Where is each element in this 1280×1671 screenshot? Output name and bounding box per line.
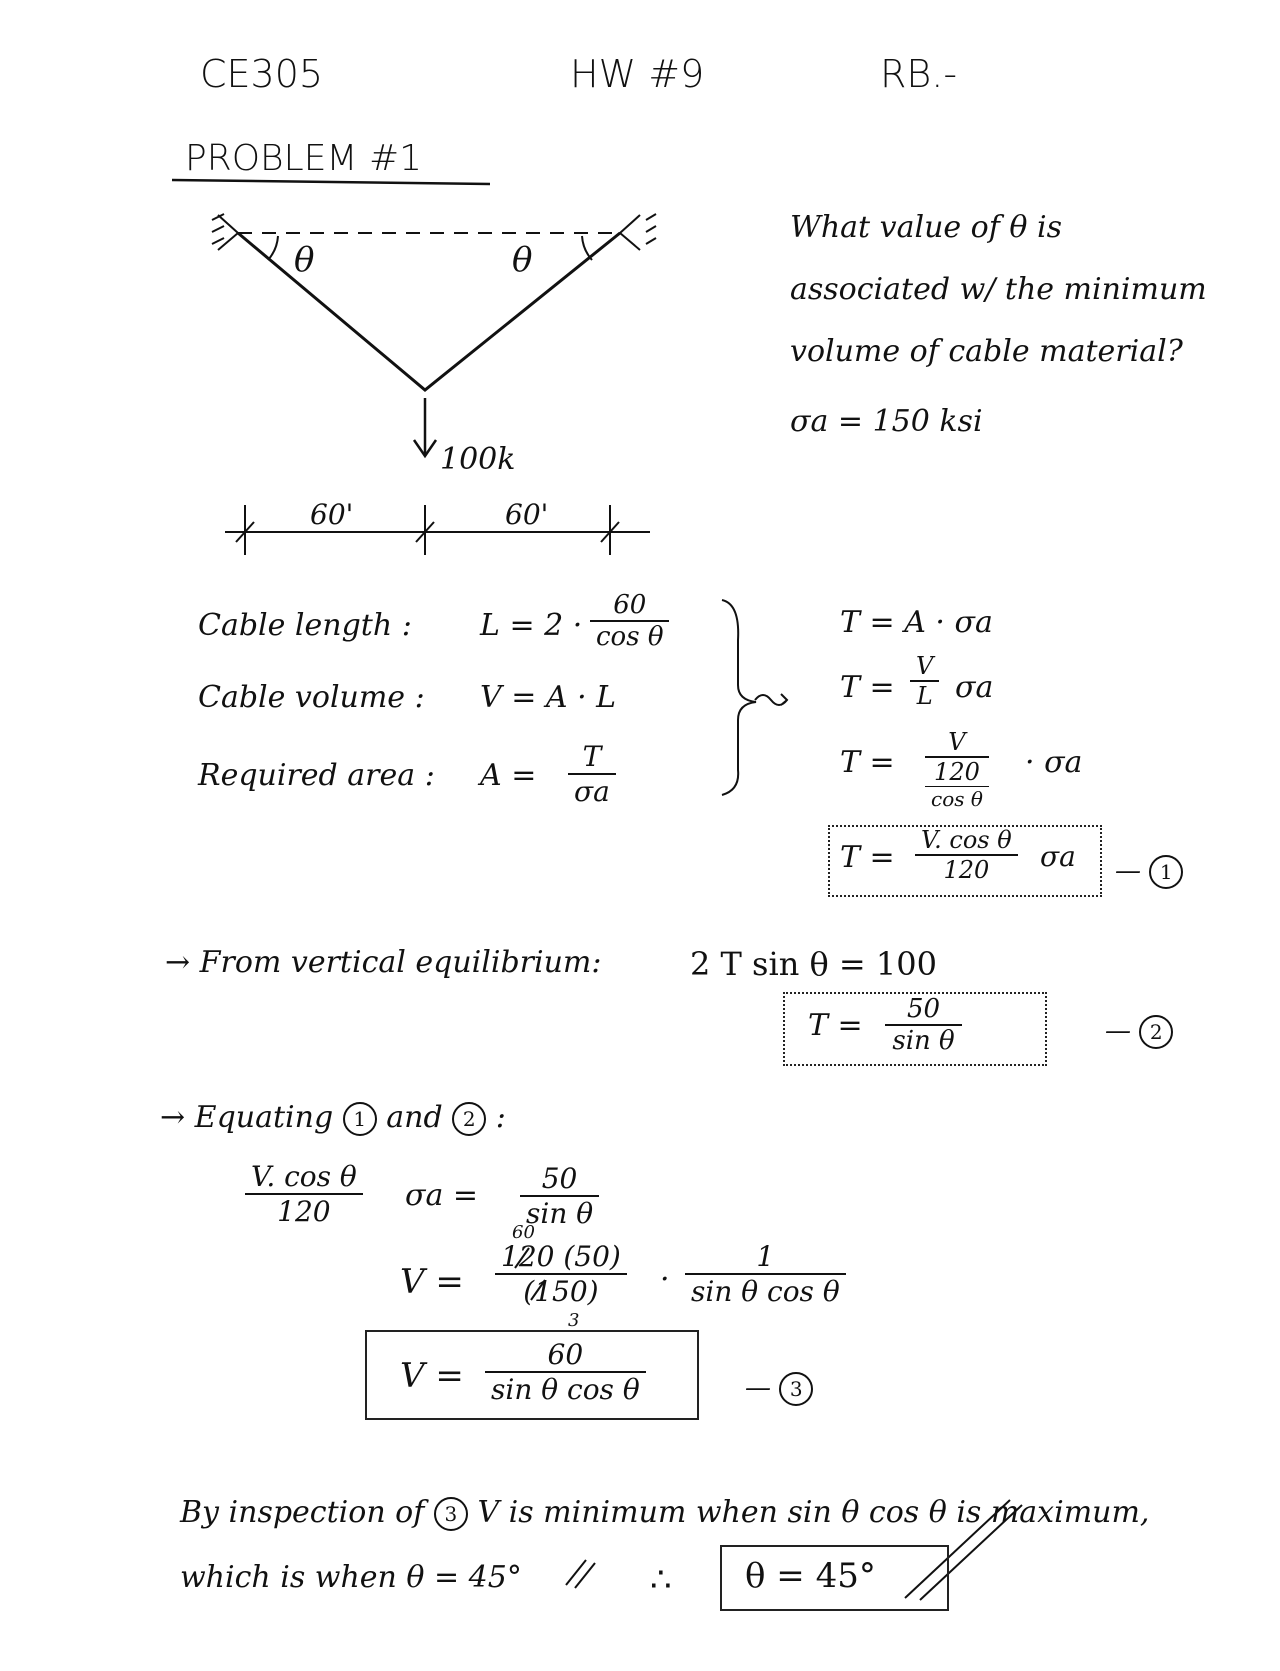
equating-ref-1: 1 — [343, 1102, 377, 1136]
equating-1-den: 120 — [277, 1195, 331, 1228]
eq-tag-1: — 1 — [1115, 855, 1183, 889]
right-support-icon — [620, 214, 656, 250]
deriv-4-rhs: σa — [1040, 840, 1076, 873]
def-label-area: Required area : — [198, 758, 435, 793]
leads-to-arrow-icon — [755, 694, 787, 705]
equating-2-num: 120 (50) — [495, 1240, 627, 1275]
equilibrium-text: → From vertical equilibrium: — [165, 945, 602, 980]
equating-and: and — [386, 1100, 443, 1135]
eq2-lhs: T = — [808, 1008, 863, 1043]
deriv-2-fraction — [910, 652, 939, 710]
dimension-line — [225, 505, 650, 555]
angle-arc-left — [268, 236, 278, 260]
equating-2-rden: sin θ cos θ — [691, 1275, 840, 1308]
equating-3-num: 60 — [485, 1338, 646, 1373]
deriv-4-lhs: T = — [840, 840, 895, 875]
deriv-3-den-top: 120 — [925, 758, 989, 787]
result-mark — [566, 1560, 586, 1585]
equating-3-fraction — [485, 1338, 646, 1406]
def-label-volume: Cable volume : — [198, 680, 425, 715]
question-line-3: volume of cable material? — [790, 334, 1183, 369]
equating-1-left-fraction — [245, 1160, 363, 1228]
scratch-60: 60 — [512, 1222, 535, 1243]
equating-2-den: (150) — [523, 1275, 599, 1308]
span-label-right: 60' — [505, 498, 549, 531]
angle-label-left: θ — [294, 240, 315, 280]
grouping-brace — [722, 600, 756, 795]
scratch-3: 3 — [568, 1310, 580, 1331]
equating-3-den: sin θ cos θ — [491, 1373, 640, 1406]
equating-2-rnum: 1 — [685, 1240, 846, 1275]
length-fraction — [590, 590, 669, 652]
conclusion-line-1b: V is minimum when sin θ cos θ is maximum, — [477, 1495, 1150, 1530]
eq-tag-3: — 3 — [745, 1372, 813, 1406]
load-arrow-icon — [414, 398, 436, 456]
length-num: 60 — [590, 590, 669, 622]
deriv-4-den: 120 — [943, 856, 990, 884]
equating-1-mid: σa = — [405, 1178, 479, 1213]
equating-2-right-fraction — [685, 1240, 846, 1308]
therefore-symbol: ∴ — [650, 1560, 672, 1600]
equating-1-num: V. cos θ — [245, 1160, 363, 1195]
area-fraction — [568, 740, 616, 808]
final-answer: θ = 45° — [745, 1556, 876, 1596]
deriv-3-lhs: T = — [840, 745, 895, 780]
eq-tag-3-circle: 3 — [779, 1372, 813, 1406]
course-code: CE305 — [200, 52, 324, 96]
deriv-1: T = A · σa — [840, 605, 993, 640]
equating-title — [160, 1100, 506, 1136]
area-num: T — [568, 740, 616, 775]
eq2-num: 50 — [885, 994, 962, 1026]
left-support-icon — [212, 214, 238, 250]
deriv-2-num: V — [910, 652, 939, 682]
length-den: cos θ — [596, 622, 664, 652]
angle-label-right: θ — [512, 240, 533, 280]
deriv-3-fraction — [925, 728, 989, 811]
def-lhs-area: A = — [480, 758, 537, 793]
equating-1-rden: sin θ — [526, 1197, 594, 1230]
conclusion-ref-3: 3 — [434, 1497, 468, 1531]
deriv-2-den: L — [916, 682, 933, 710]
eq2-den: sin θ — [892, 1026, 955, 1056]
deriv-3-rhs: · σa — [1025, 745, 1083, 780]
equating-label: → Equating — [160, 1100, 334, 1135]
eq-tag-2: — 2 — [1105, 1015, 1173, 1049]
allowable-stress: σa = 150 ksi — [790, 404, 983, 439]
load-label: 100k — [440, 442, 516, 477]
deriv-2-rhs: σa — [955, 670, 994, 705]
question-line-1: What value of θ is — [790, 210, 1062, 245]
author-initials: RB.- — [880, 52, 958, 96]
assignment-number: HW #9 — [570, 52, 705, 96]
conclusion-line-2: which is when θ = 45° — [180, 1560, 522, 1595]
deriv-3-den-bot: cos θ — [931, 787, 983, 811]
equating-3-lhs: V = — [400, 1356, 464, 1396]
equating-1-right-fraction — [520, 1162, 599, 1230]
equating-2-lhs: V = — [400, 1262, 464, 1302]
deriv-2-lhs: T = — [840, 670, 895, 705]
question-line-2: associated w/ the minimum — [790, 272, 1207, 307]
equating-2-dot: · — [660, 1262, 670, 1297]
def-lhs-volume: V = A · L — [480, 680, 617, 715]
span-label-left: 60' — [310, 498, 354, 531]
def-lhs-length: L = 2 · — [480, 608, 583, 643]
deriv-4-fraction — [915, 826, 1018, 884]
conclusion-line-1a: By inspection of — [180, 1495, 425, 1530]
title-underline — [172, 180, 490, 184]
equilibrium-eq: 2 T sin θ = 100 — [690, 945, 937, 983]
equating-2-left-fraction — [495, 1240, 627, 1308]
eq-tag-1-circle: 1 — [1149, 855, 1183, 889]
eq-tag-2-circle: 2 — [1139, 1015, 1173, 1049]
equating-ref-2: 2 — [452, 1102, 486, 1136]
deriv-3-num: V — [925, 728, 989, 758]
equating-1-rnum: 50 — [520, 1162, 599, 1197]
deriv-4-num: V. cos θ — [915, 826, 1018, 856]
equating-colon: : — [495, 1100, 506, 1135]
def-label-length: Cable length : — [198, 608, 412, 643]
conclusion-line-1 — [180, 1495, 1149, 1531]
eq2-fraction — [885, 994, 962, 1056]
area-den: σa — [574, 775, 610, 808]
problem-title: PROBLEM #1 — [185, 138, 423, 179]
